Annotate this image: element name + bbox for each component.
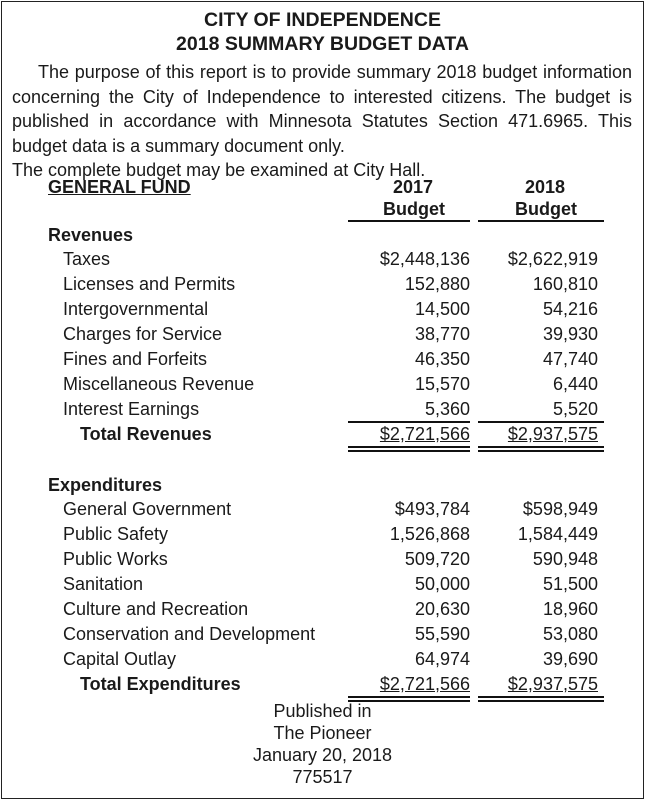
value-2018: 6,440 xyxy=(552,374,598,394)
row-label: Fines and Forfeits xyxy=(63,349,208,369)
row-label: Total Revenues xyxy=(80,424,212,444)
value-2018: 47,740 xyxy=(542,349,598,369)
row-label: Licenses and Permits xyxy=(63,274,236,294)
value-2017: $493,784 xyxy=(394,499,470,519)
value-2017: $2,448,136 xyxy=(379,249,470,269)
footer-line: 775517 xyxy=(292,767,353,787)
value-2018: 5,520 xyxy=(552,399,598,419)
value-2018: $2,622,919 xyxy=(507,249,598,269)
section-heading: Expenditures xyxy=(48,475,163,495)
value-2017: 509,720 xyxy=(404,549,470,569)
value-2018: 160,810 xyxy=(532,274,598,294)
table-row xyxy=(0,574,645,599)
total-double-rule xyxy=(478,696,604,698)
subtotal-rule xyxy=(478,421,604,423)
fund-label: GENERAL FUND xyxy=(48,177,191,197)
value-2018: 1,584,449 xyxy=(517,524,598,544)
row-label: Intergovernmental xyxy=(63,299,209,319)
table-row xyxy=(0,599,645,624)
row-label: Interest Earnings xyxy=(63,399,200,419)
value-2018: 39,690 xyxy=(542,649,598,669)
value-2018: $2,937,575 xyxy=(507,674,598,694)
value-2017: 64,974 xyxy=(414,649,470,669)
row-label: Sanitation xyxy=(63,574,144,594)
value-2017: 50,000 xyxy=(414,574,470,594)
row-label: Taxes xyxy=(63,249,111,269)
subtotal-rule xyxy=(348,421,470,423)
value-2018: $2,937,575 xyxy=(507,424,598,444)
table-row xyxy=(0,524,645,549)
footer-line: January 20, 2018 xyxy=(252,745,393,765)
table-row xyxy=(0,649,645,674)
value-2017: 5,360 xyxy=(424,399,470,419)
table-row xyxy=(0,624,645,649)
row-label: Charges for Service xyxy=(63,324,223,344)
value-2018: 39,930 xyxy=(542,324,598,344)
row-label: Public Safety xyxy=(63,524,169,544)
value-2017: 20,630 xyxy=(414,599,470,619)
row-label: Culture and Recreation xyxy=(63,599,249,619)
row-label: Total Expenditures xyxy=(80,674,241,694)
value-2017: 1,526,868 xyxy=(389,524,470,544)
row-label: Capital Outlay xyxy=(63,649,177,669)
section-heading: Revenues xyxy=(48,225,134,245)
intro-text: The purpose of this report is to provide summary 2018 budget information concerning the City of Independence to interested citizens. The budget is published in accordance with Minnesota Statutes Section 471.6965. This budget data is a summary document only. xyxy=(12,62,632,156)
total-double-rule xyxy=(348,700,470,702)
total-double-rule xyxy=(348,450,470,452)
header-rule xyxy=(478,220,604,222)
value-2017: $2,721,566 xyxy=(379,674,470,694)
value-2018: 51,500 xyxy=(542,574,598,594)
value-2017: 15,570 xyxy=(414,374,470,394)
row-label: Public Works xyxy=(63,549,168,569)
total-double-rule xyxy=(478,450,604,452)
footer-line: The Pioneer xyxy=(273,723,372,743)
value-2018: $598,949 xyxy=(522,499,598,519)
footer-line: Published in xyxy=(273,701,372,721)
table-row xyxy=(0,374,645,399)
table-row xyxy=(0,499,645,524)
publication-note xyxy=(0,700,645,788)
col-year-2017: 2017 xyxy=(392,177,433,197)
table-row xyxy=(0,299,645,324)
value-2017: 55,590 xyxy=(414,624,470,644)
value-2018: 53,080 xyxy=(542,624,598,644)
total-double-rule xyxy=(348,696,470,698)
value-2017: 14,500 xyxy=(414,299,470,319)
total-double-rule xyxy=(478,700,604,702)
value-2017: $2,721,566 xyxy=(379,424,470,444)
row-label: Miscellaneous Revenue xyxy=(63,374,255,394)
intro-paragraph xyxy=(12,60,632,183)
header-rule xyxy=(348,220,470,222)
row-label: Conservation and Development xyxy=(63,624,316,644)
row-label: General Government xyxy=(63,499,232,519)
value-2018: 590,948 xyxy=(532,549,598,569)
value-2018: 18,960 xyxy=(542,599,598,619)
intro-text-2: The complete budget may be examined at City Hall. xyxy=(12,160,426,180)
value-2017: 46,350 xyxy=(414,349,470,369)
table-row xyxy=(0,349,645,374)
table-row xyxy=(0,549,645,574)
value-2018: 54,216 xyxy=(542,299,598,319)
document-title: CITY OF INDEPENDENCE xyxy=(204,9,441,31)
value-2017: 38,770 xyxy=(414,324,470,344)
table-row xyxy=(0,249,645,274)
document-subtitle: 2018 SUMMARY BUDGET DATA xyxy=(176,33,469,55)
total-double-rule xyxy=(478,446,604,448)
table-row xyxy=(0,274,645,299)
col-sub-2017: Budget xyxy=(383,199,445,219)
total-double-rule xyxy=(348,446,470,448)
table-row xyxy=(0,324,645,349)
col-sub-2018: Budget xyxy=(515,199,577,219)
value-2017: 152,880 xyxy=(404,274,470,294)
col-year-2018: 2018 xyxy=(524,177,565,197)
